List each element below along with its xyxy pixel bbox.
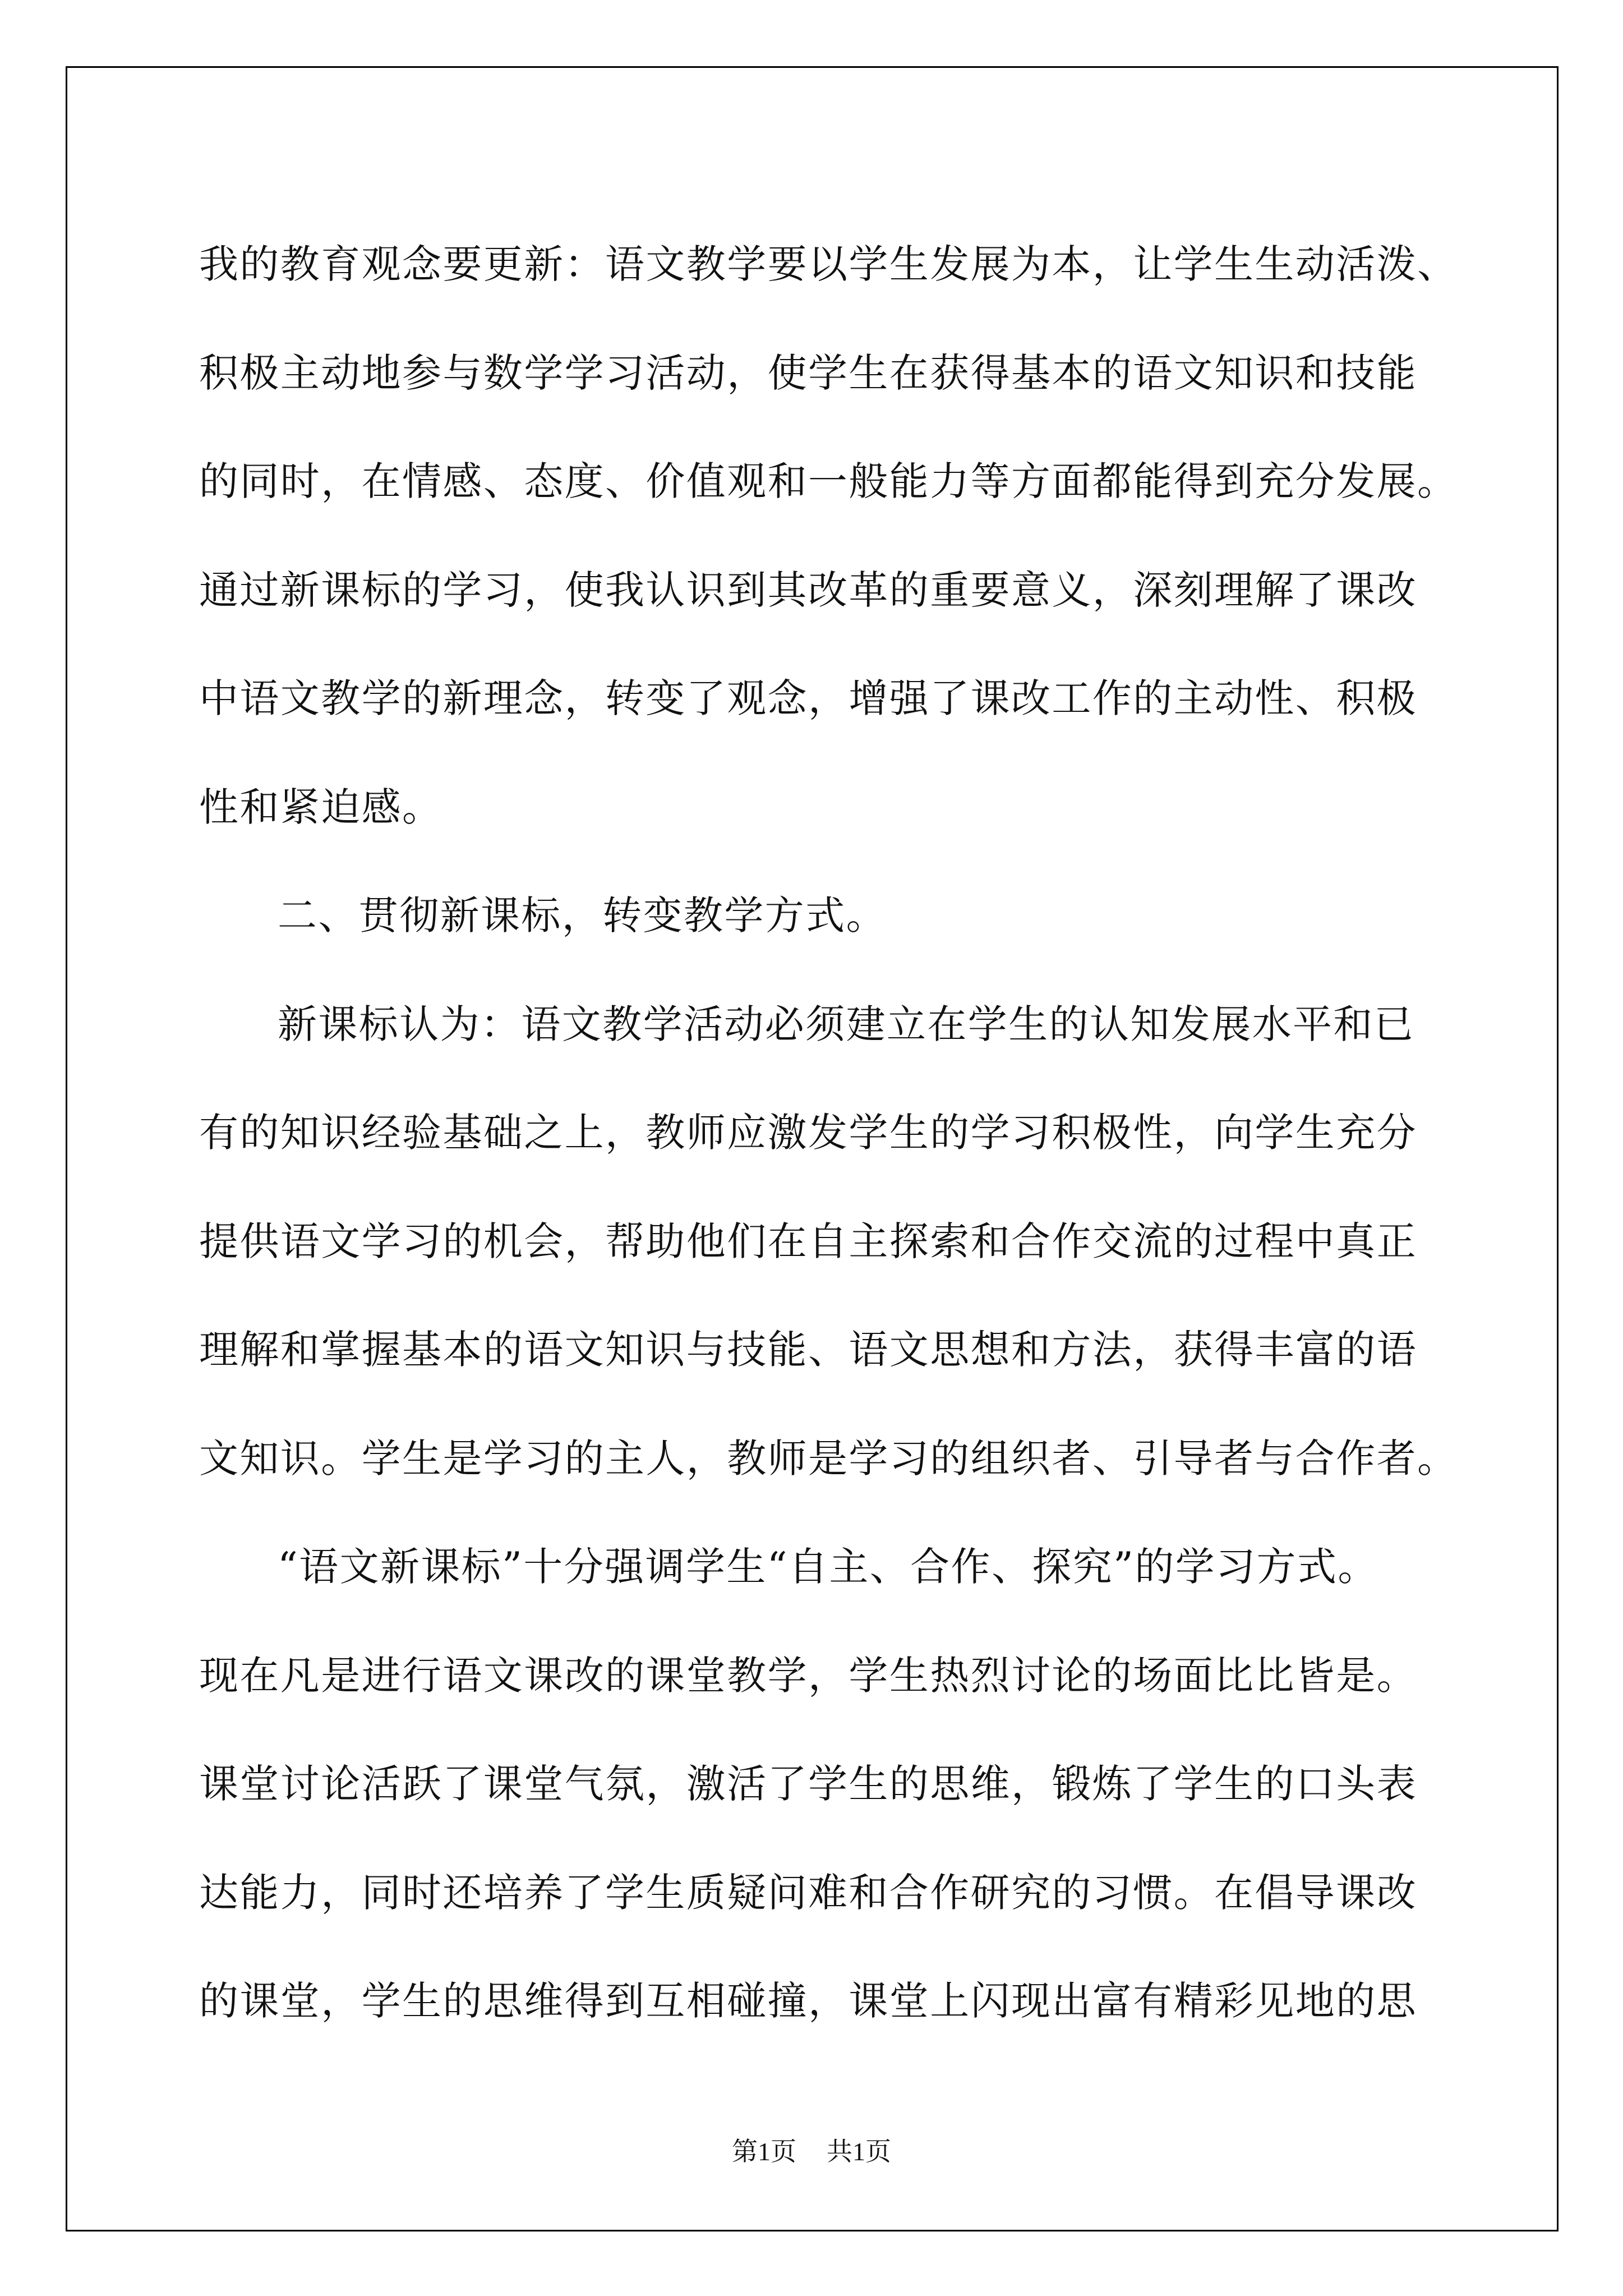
text-line: 积极主动地参与数学学习活动，使学生在获得基本的语文知识和技能: [199, 349, 1417, 396]
text-line: 课堂讨论活跃了课堂气氛，激活了学生的思维，锻炼了学生的口头表: [199, 1761, 1417, 1807]
text-line: 达能力，同时还培养了学生质疑问难和合作研究的习惯。在倡导课改: [199, 1869, 1417, 1916]
page-footer: [0, 2135, 1623, 2169]
text-line: “语文新课标”十分强调学生“自主、合作、探究”的学习方式。: [278, 1544, 1378, 1590]
document-body: [199, 210, 1458, 2056]
page-number: 第1页: [732, 2137, 796, 2166]
text-line: 现在凡是进行语文课改的课堂教学，学生热烈讨论的场面比比皆是。: [199, 1652, 1417, 1699]
text-line: 性和紧迫感。: [199, 784, 443, 830]
text-line: 的课堂，学生的思维得到互相碰撞，课堂上闪现出富有精彩见地的思: [199, 1978, 1417, 2024]
text-line: 我的教育观念要更新：语文教学要以学生发展为本，让学生生动活泼、: [199, 241, 1458, 287]
text-line: 新课标认为：语文教学活动必须建立在学生的认知发展水平和已: [278, 1001, 1415, 1047]
text-line: 提供语文学习的机会，帮助他们在自主探索和合作交流的过程中真正: [199, 1218, 1417, 1264]
text-line: 的同时，在情感、态度、价值观和一般能力等方面都能得到充分发展。: [199, 458, 1458, 504]
text-line: 文知识。学生是学习的主人，教师是学习的组织者、引导者与合作者。: [199, 1435, 1458, 1481]
section-heading: 二、贯彻新课标，转变教学方式。: [278, 892, 887, 938]
total-pages: 共1页: [827, 2137, 891, 2166]
text-line: 中语文教学的新理念，转变了观念，增强了课改工作的主动性、积极: [199, 675, 1417, 721]
text-line: 理解和掌握基本的语文知识与技能、语文思想和方法，获得丰富的语: [199, 1327, 1417, 1373]
text-line: 有的知识经验基础之上，教师应激发学生的学习积极性，向学生充分: [199, 1110, 1417, 1156]
text-line: 通过新课标的学习，使我认识到其改革的重要意义，深刻理解了课改: [199, 567, 1417, 613]
